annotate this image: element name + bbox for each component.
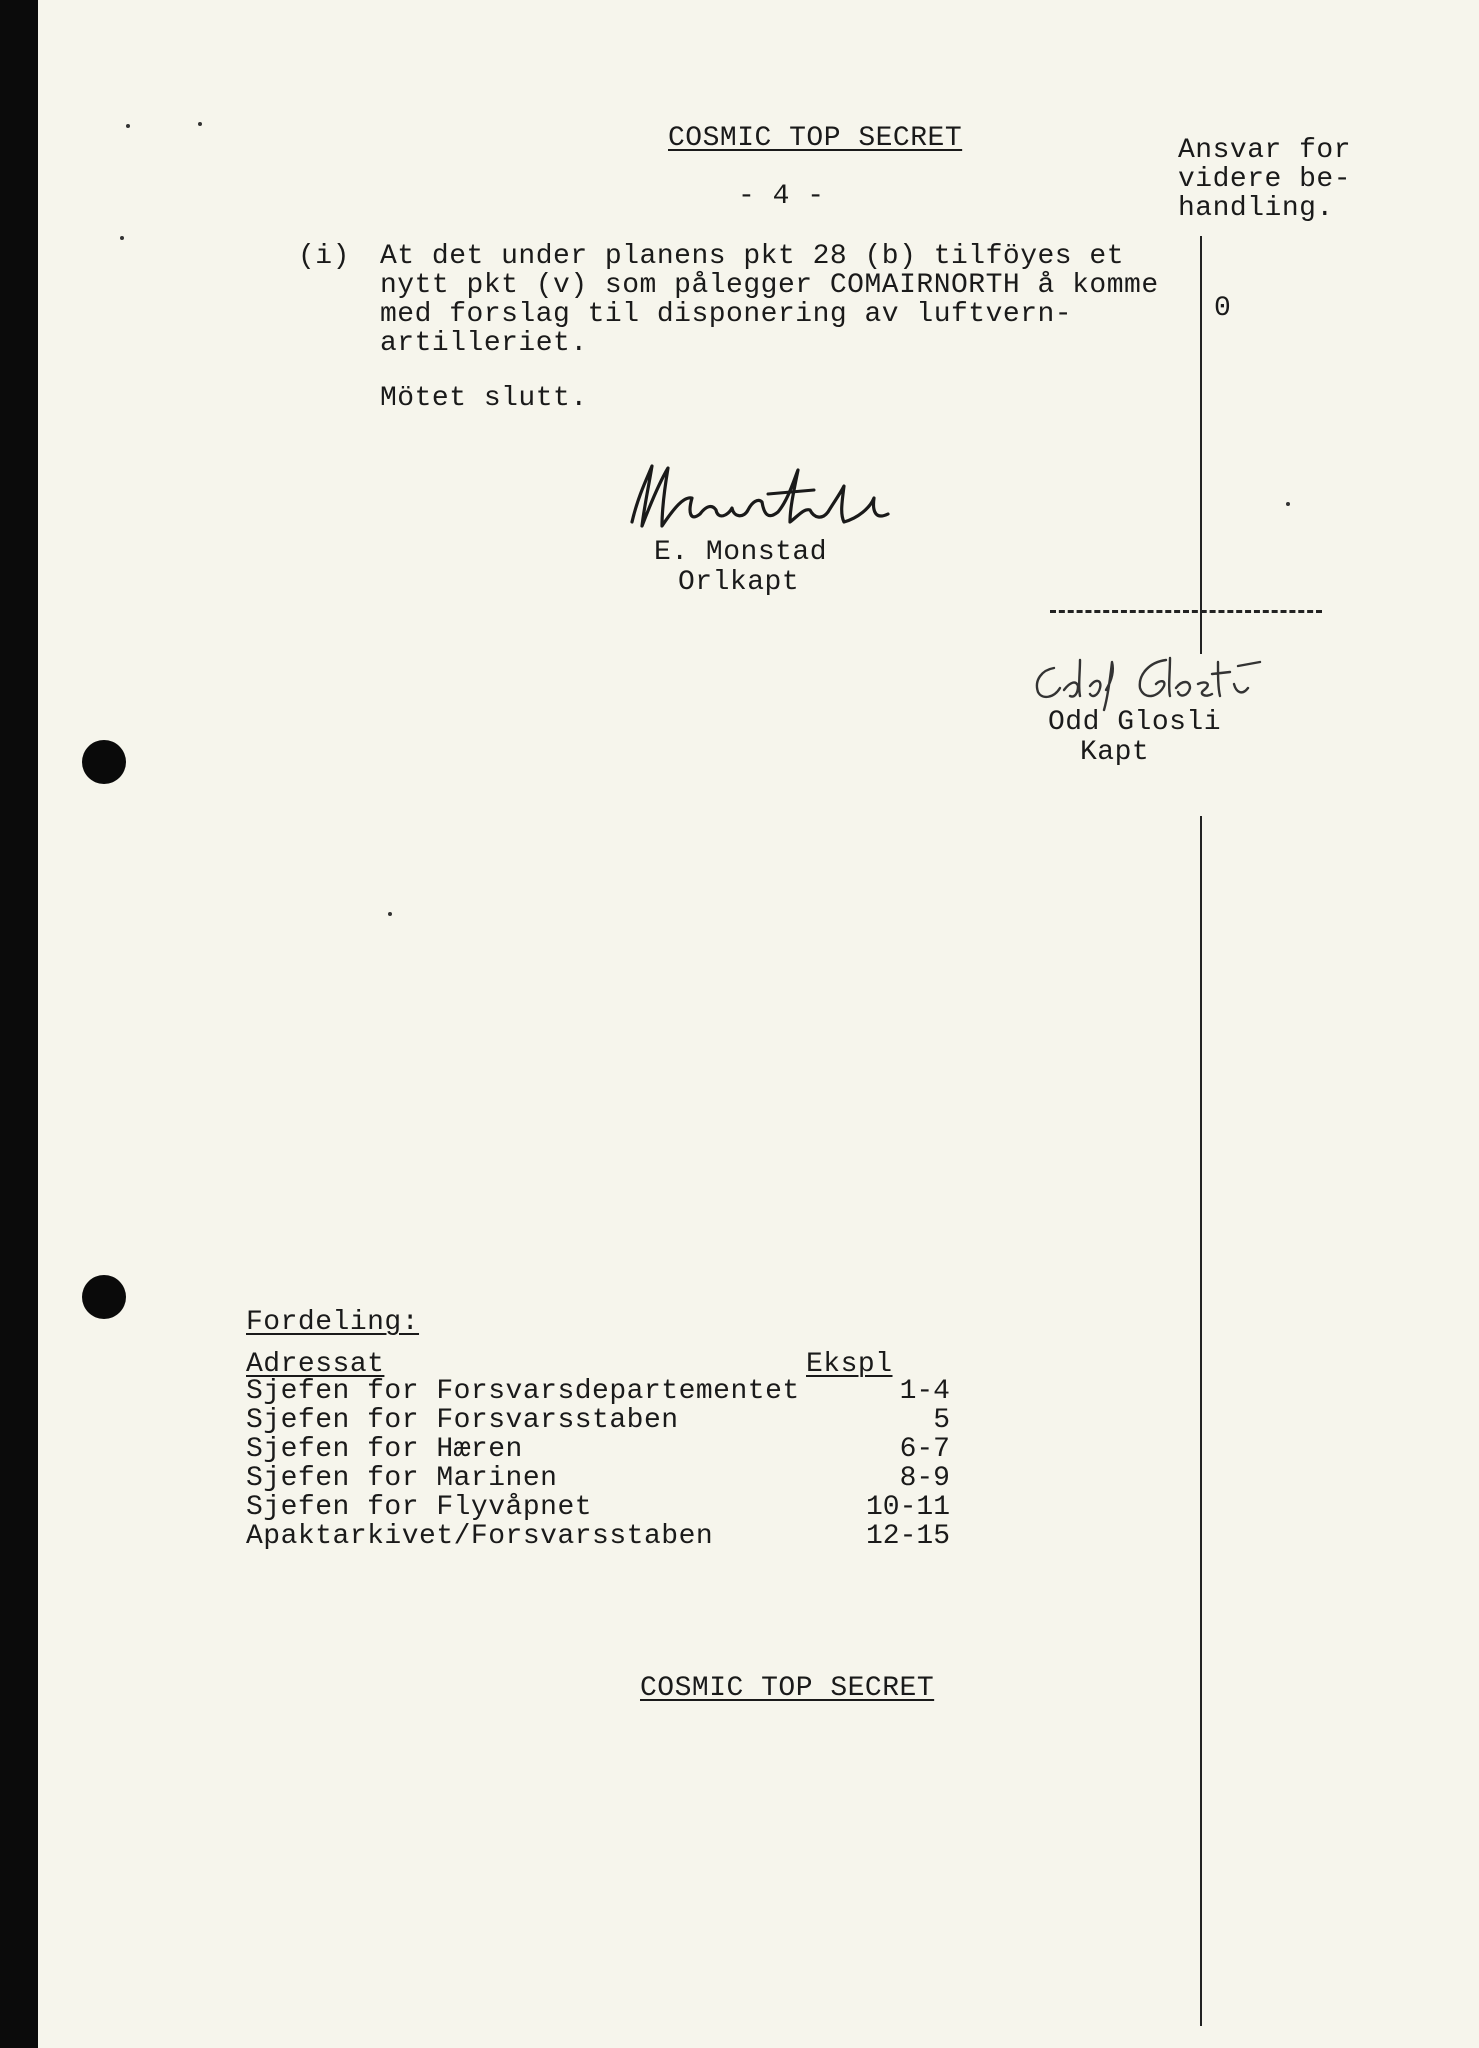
table-row-copies: 10-11 [865,1492,950,1523]
side-heading-line-3: handling. [1178,193,1334,224]
punch-hole-bottom [82,1275,126,1319]
closing-line: Mötet slutt. [380,383,588,414]
ink-speck [388,912,392,916]
ink-speck [1286,502,1290,506]
table-row-copies: 1-4 [899,1376,950,1407]
item-line-2: nytt pkt (v) som pålegger COMAIRNORTH å komme [380,270,1159,301]
table-row-recipient: Sjefen for Forsvarsstaben [246,1405,679,1436]
distribution-col-copies: Ekspl [806,1349,893,1380]
signature-monstad [618,456,908,546]
ink-speck [126,124,130,128]
column-divider-upper [1200,236,1202,654]
table-row-recipient: Sjefen for Flyvåpnet [246,1492,593,1523]
column-divider-lower [1200,816,1202,2026]
table-row-recipient: Sjefen for Hæren [246,1434,523,1465]
table-row-recipient: Sjefen for Marinen [246,1463,558,1494]
side-heading-line-2: videre be- [1178,164,1352,195]
table-row-recipient: Sjefen for Forsvarsdepartementet [246,1376,800,1407]
item-line-3: med forslag til disponering av luftvern- [380,299,1073,330]
signatory-1-rank: Orlkapt [678,567,800,598]
ink-speck [198,122,202,126]
side-heading-line-1: Ansvar for [1178,135,1352,166]
page-number: - 4 - [738,181,825,212]
item-label: (i) [298,241,350,272]
side-mark: 0 [1214,293,1232,324]
signatory-2-name: Odd Glosli [1048,707,1222,738]
table-row-copies: 12-15 [865,1521,950,1552]
dashed-rule [1050,610,1322,613]
signatory-2-rank: Kapt [1080,737,1150,768]
item-line-1: At det under planens pkt 28 (b) tilföyes et [380,241,1125,272]
classification-footer: COSMIC TOP SECRET [640,1673,935,1704]
ink-speck [120,236,124,240]
distribution-title: Fordeling: [246,1307,420,1338]
table-row-copies: 5 [933,1405,950,1436]
distribution-col-recipient: Adressat [246,1349,385,1380]
table-row-recipient: Apaktarkivet/Forsvarsstaben [246,1521,714,1552]
punch-hole-top [82,740,126,784]
table-row-copies: 6-7 [899,1434,950,1465]
classification-header: COSMIC TOP SECRET [668,123,963,154]
document-page [38,0,1479,2048]
table-row-copies: 8-9 [899,1463,950,1494]
signatory-1-name: E. Monstad [654,537,828,568]
item-line-4: artilleriet. [380,328,588,359]
